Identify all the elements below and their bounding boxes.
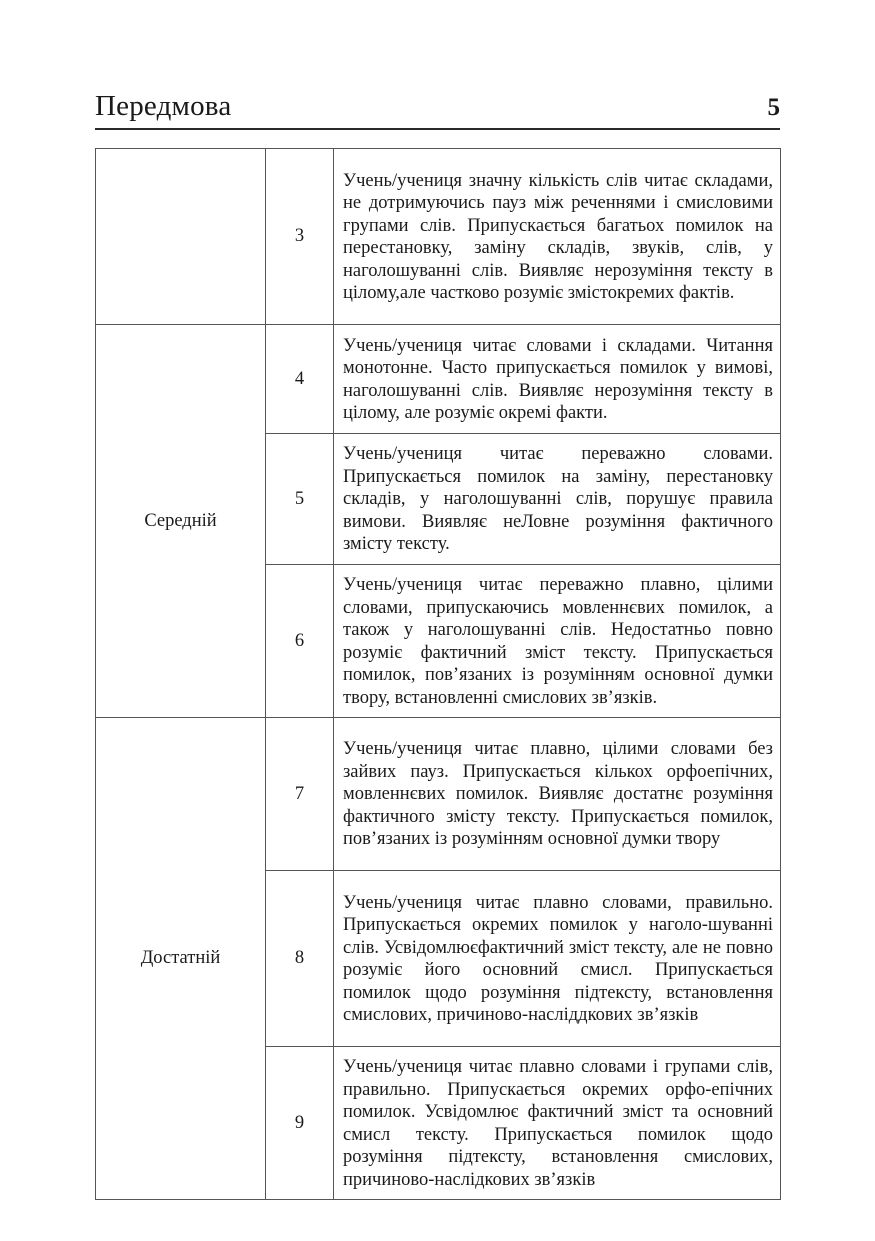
score-cell: 4 xyxy=(266,325,334,434)
score-cell: 3 xyxy=(266,149,334,325)
page-number: 5 xyxy=(767,94,780,121)
table-row xyxy=(96,149,781,325)
description-cell: Учень/учениця читає переважно словами. Припускається помилок на заміну, перестановку складів, у наголошуванні слів, порушує правила вимови. Виявляє неЛовне розуміння фактичного змісту тексту. xyxy=(334,434,781,565)
level-cell xyxy=(96,149,266,325)
description-cell: Учень/учениця значну кількість слів читає складами, не дотримуючись пауз між реченнями і смисловими групами слів. Припускається багатьох помилок на перестановку, заміну складів, звуків, слів, у наголошуванні слів. Виявляє нерозуміння тексту в цілому,але частково розуміє змістокремих фактів. xyxy=(334,149,781,325)
score-cell: 5 xyxy=(266,434,334,565)
running-header xyxy=(95,88,780,130)
level-cell-sufficient: Достатній xyxy=(96,718,266,1200)
reading-assessment-table xyxy=(95,148,781,1200)
score-cell: 8 xyxy=(266,871,334,1047)
description-cell: Учень/учениця читає плавно, цілими словами без зайвих пауз. Припускається кількох орфоепічних, мовленнєвих помилок. Виявляє достатнє розуміння фактичного змісту тексту. Припускається помилок, пов’язаних із розумінням основної думки твору xyxy=(334,718,781,871)
description-cell: Учень/учениця читає плавно словами, правильно. Припускається окремих помилок у наголо-шуванні слів. Усвідомлюєфактичний зміст тексту, але не повно розуміє його основний смисл. Припускається помилок щодо розуміння підтексту, встановлення смислових, причиново-насліддкових зв’язків xyxy=(334,871,781,1047)
table-row xyxy=(96,325,781,434)
section-title: Передмова xyxy=(95,90,232,122)
score-cell: 7 xyxy=(266,718,334,871)
description-cell: Учень/учениця читає переважно плавно, цілими словами, припускаючись мовленнєвих помилок, а також у наголошуванні слів. Недостатньо повно розуміє фактичний зміст тексту. Припускається помилок, пов’язаних із розумінням основної думки твору, встановленні смислових зв’язків. xyxy=(334,565,781,718)
table-row xyxy=(96,718,781,871)
level-cell-medium: Середній xyxy=(96,325,266,718)
score-cell: 6 xyxy=(266,565,334,718)
score-cell: 9 xyxy=(266,1047,334,1200)
description-cell: Учень/учениця читає словами і складами. Читання монотонне. Часто припускається помилок у вимові, наголошуванні слів. Виявляє нерозуміння тексту в цілому, але розуміє окремі факти. xyxy=(334,325,781,434)
description-cell: Учень/учениця читає плавно словами і групами слів, правильно. Припускається окремих орфо-епічних помилок. Усвідомлює фактичний зміст та основний смисл тексту. Припускається помилок щодо розуміння підтексту, встановлення смислових, причиново-наслідкових зв’язків xyxy=(334,1047,781,1200)
